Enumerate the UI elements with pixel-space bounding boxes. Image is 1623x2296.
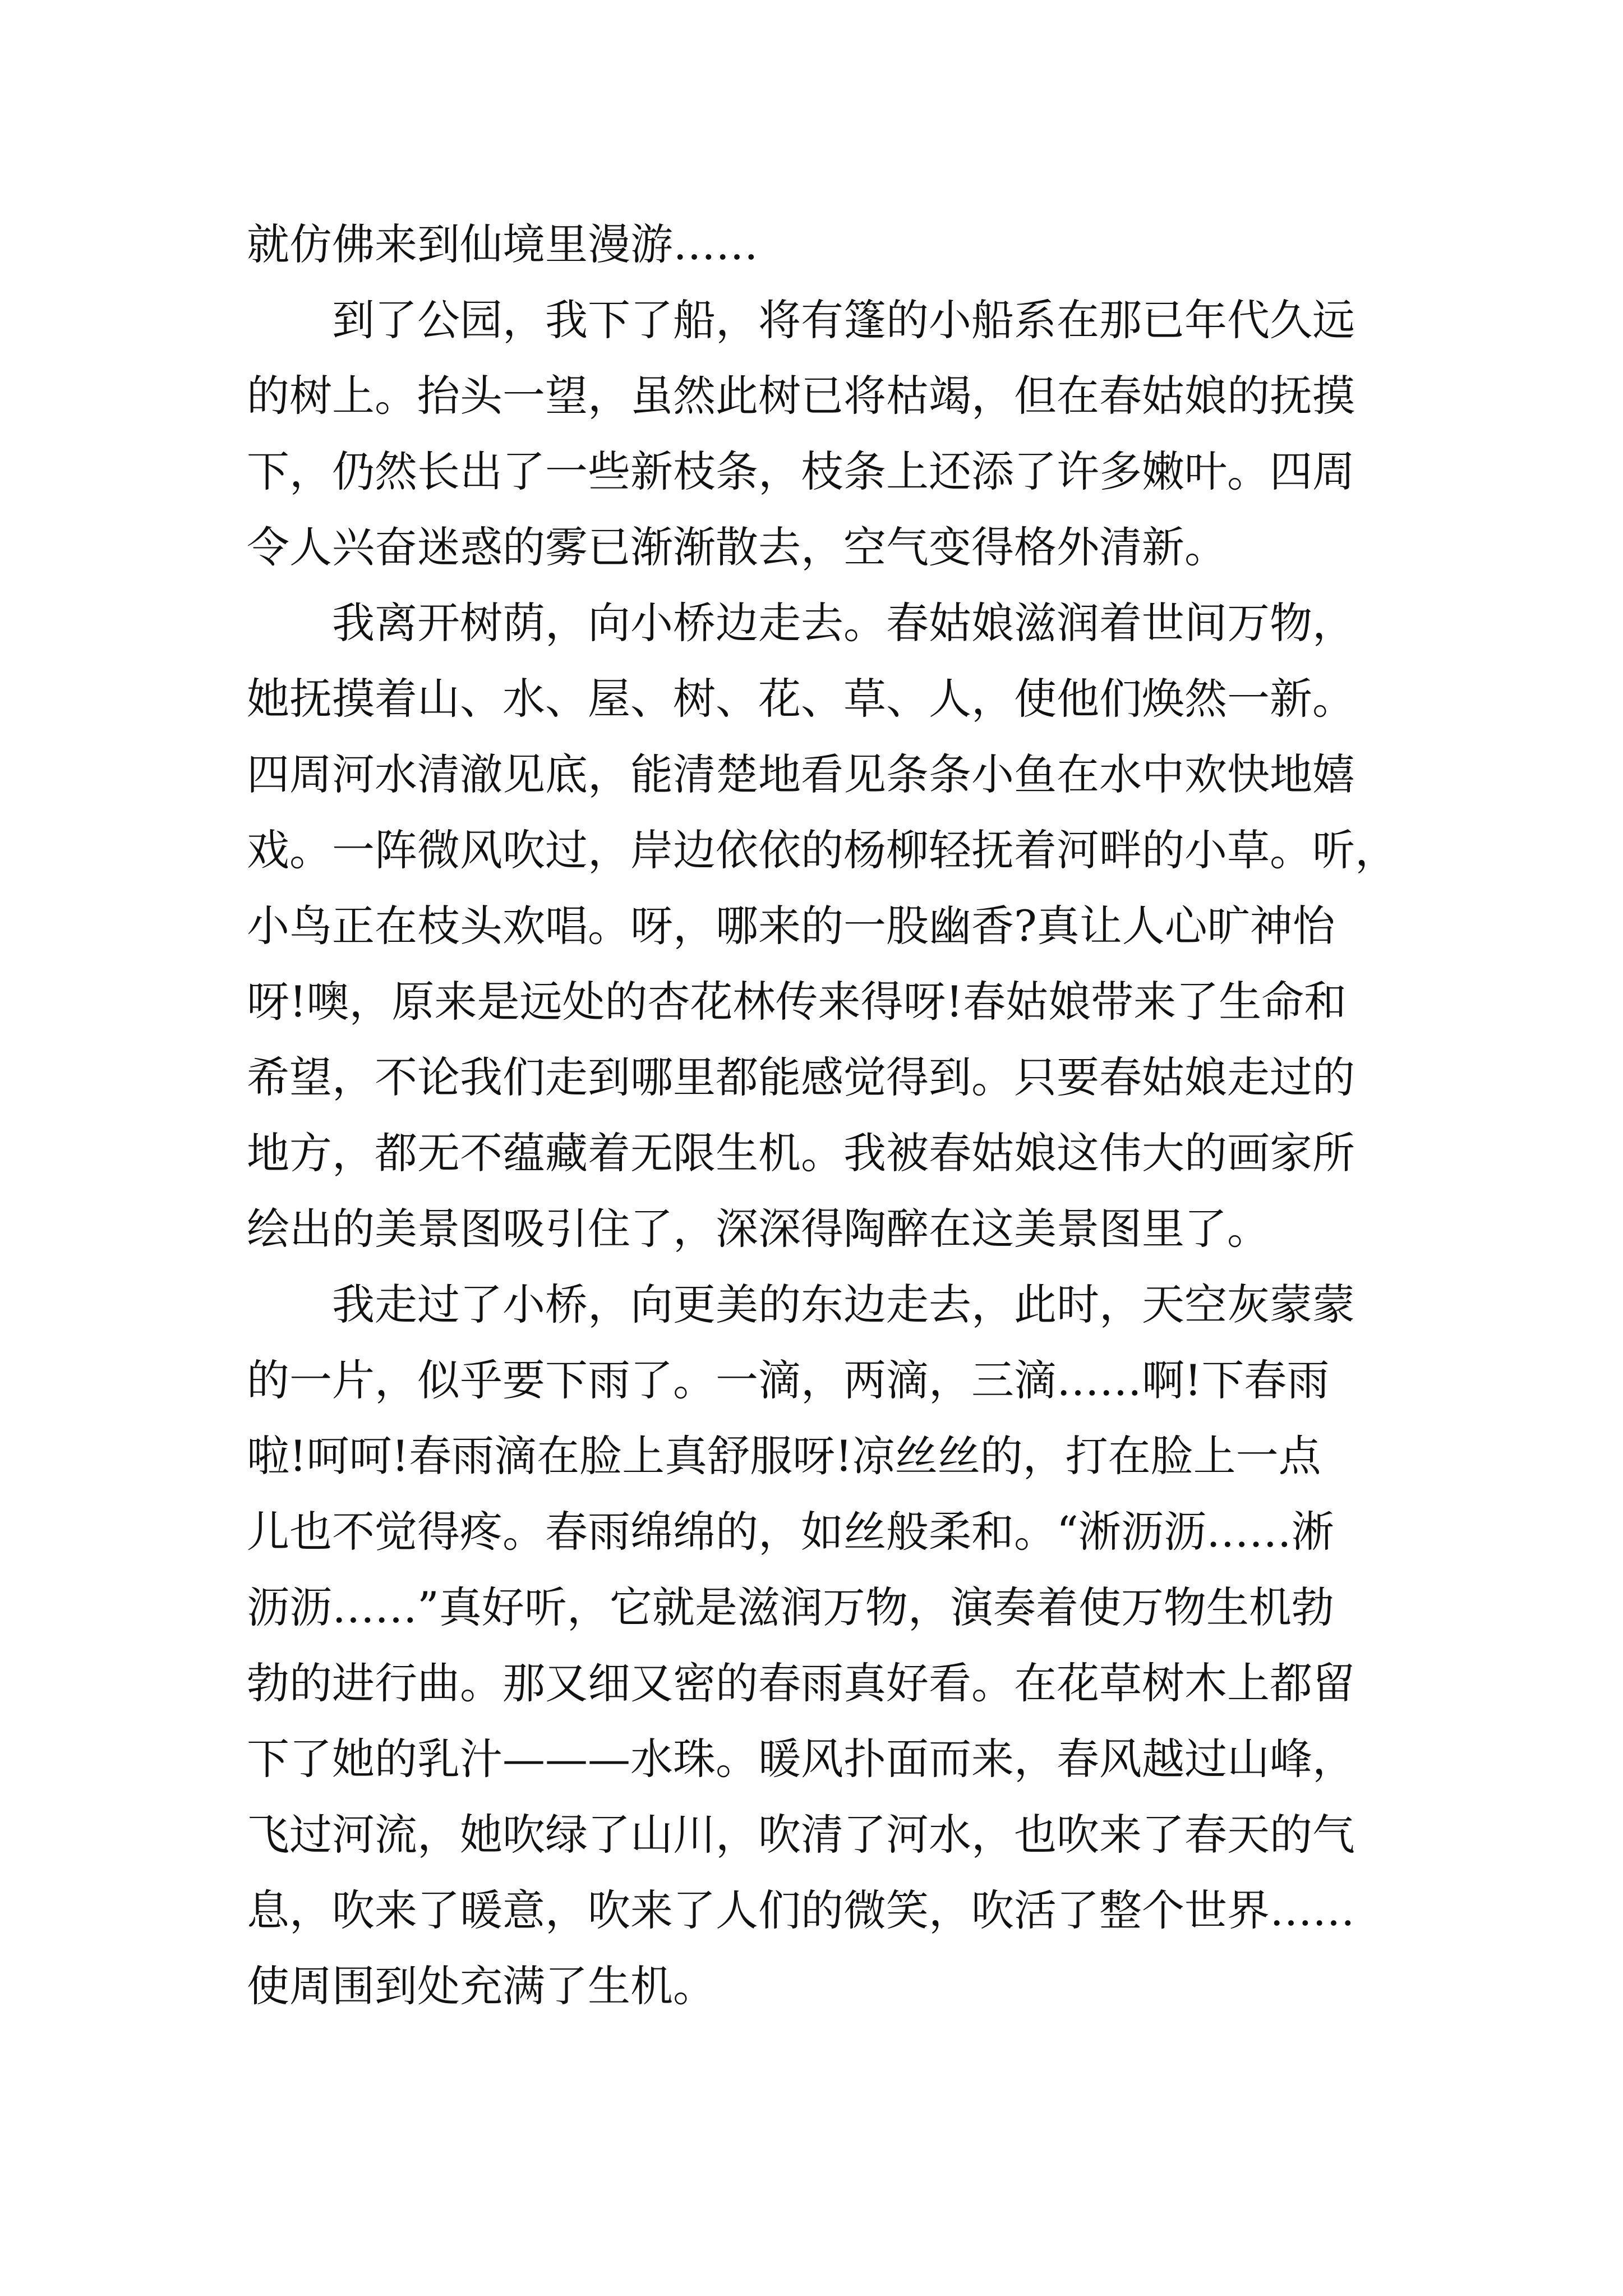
text-line: 令人兴奋迷惑的雾已渐渐散去，空气变得格外清新。 xyxy=(247,522,1227,572)
paragraph-first-line: 我走过了小桥，向更美的东边走去，此时，天空灰蒙蒙 xyxy=(332,1280,1355,1329)
text-line: 下了她的乳汁———水珠。暖风扑面而来，春风越过山峰， xyxy=(247,1734,1355,1784)
text-line: 飞过河流，她吹绿了山川，吹清了河水，也吹来了春天的气 xyxy=(247,1810,1355,1860)
text-line: 绘出的美景图吸引住了，深深得陶醉在这美景图里了。 xyxy=(247,1204,1270,1254)
paragraph-first-line: 我离开树荫，向小桥边走去。春姑娘滋润着世间万物， xyxy=(332,598,1355,648)
text-line: 勃的进行曲。那又细又密的春雨真好看。在花草树木上都留 xyxy=(247,1658,1355,1708)
text-line: 的树上。抬头一望，虽然此树已将枯竭，但在春姑娘的抚摸 xyxy=(247,371,1355,421)
text-line: 儿也不觉得疼。春雨绵绵的，如丝般柔和。“淅沥沥……淅 xyxy=(247,1507,1334,1557)
text-line: 地方，都无不蕴藏着无限生机。我被春姑娘这伟大的画家所 xyxy=(247,1128,1355,1178)
text-line: 呀!噢，原来是远处的杏花林传来得呀!春姑娘带来了生命和 xyxy=(247,977,1347,1027)
text-line: 她抚摸着山、水、屋、树、花、草、人，使他们焕然一新。 xyxy=(247,674,1355,724)
text-line: 使周围到处充满了生机。 xyxy=(247,1961,716,2011)
text-line: 四周河水清澈见底，能清楚地看见条条小鱼在水中欢快地嬉 xyxy=(247,749,1355,799)
text-line: 息，吹来了暖意，吹来了人们的微笑，吹活了整个世界…… xyxy=(247,1885,1355,1935)
text-line: 沥沥……”真好听，它就是滋润万物，演奏着使万物生机勃 xyxy=(247,1582,1334,1632)
text-line: 就仿佛来到仙境里漫游…… xyxy=(247,219,758,269)
text-line: 的一片，似乎要下雨了。一滴，两滴，三滴……啊!下春雨 xyxy=(247,1355,1330,1405)
text-line: 小鸟正在枝头欢唱。呀，哪来的一股幽香?真让人心旷神怡 xyxy=(247,901,1335,951)
text-line: 下，仍然长出了一些新枝条，枝条上还添了许多嫩叶。四周 xyxy=(247,447,1355,496)
text-line: 希望，不论我们走到哪里都能感觉得到。只要春姑娘走过的 xyxy=(247,1052,1355,1102)
text-line: 戏。一阵微风吹过，岸边依依的杨柳轻抚着河畔的小草。听， xyxy=(247,825,1398,875)
paragraph-first-line: 到了公园，我下了船，将有篷的小船系在那已年代久远 xyxy=(332,295,1355,345)
text-line: 啦!呵呵!春雨滴在脸上真舒服呀!凉丝丝的，打在脸上一点 xyxy=(247,1431,1321,1481)
